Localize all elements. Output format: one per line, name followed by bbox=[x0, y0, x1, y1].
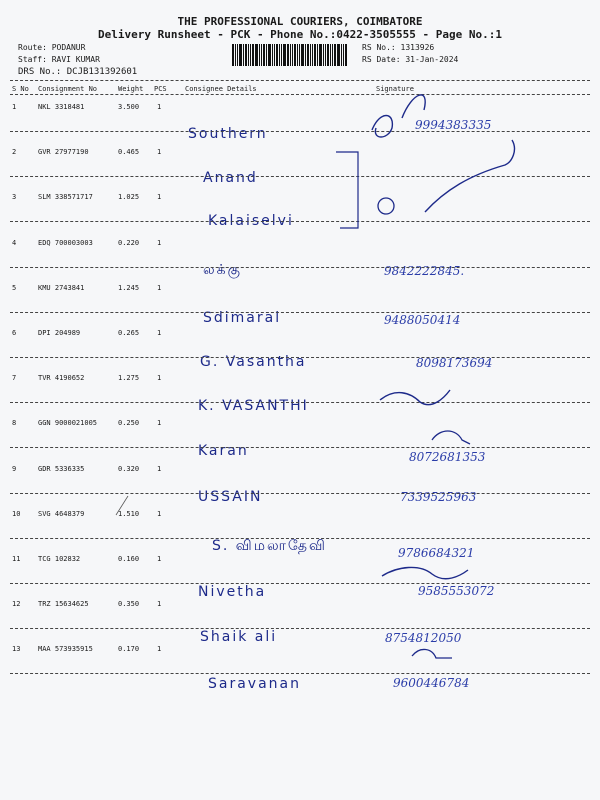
stray-mark bbox=[116, 496, 128, 515]
row-weight: 0.350 bbox=[118, 600, 140, 609]
row-consignee-handwritten: Nivetha bbox=[198, 584, 267, 600]
row-weight: 1.510 bbox=[118, 509, 140, 518]
row-consignment-no: SLM 338571717 bbox=[38, 193, 93, 202]
row-weight: 0.250 bbox=[118, 419, 140, 428]
col-header-sno: S No bbox=[12, 85, 29, 93]
row-consignment-no: TRZ 15634625 bbox=[38, 600, 89, 609]
row-signature-handwritten: 9585553072 bbox=[418, 584, 495, 598]
signature-stroke-11 bbox=[382, 567, 468, 578]
col-header-pcs: PCS bbox=[154, 85, 167, 93]
row-signature-handwritten: 8072681353 bbox=[409, 450, 486, 464]
row-consignee-handwritten: K. VASANTHI bbox=[198, 398, 309, 414]
row-consignee-handwritten: Shaik ali bbox=[200, 629, 278, 645]
row-pcs: 1 bbox=[157, 555, 162, 563]
company-title: THE PROFESSIONAL COURIERS, COIMBATORE bbox=[177, 15, 423, 28]
row-sno: 6 bbox=[12, 329, 17, 337]
row-pcs: 1 bbox=[157, 464, 162, 473]
row-consignment-no: MAA 573935915 bbox=[38, 645, 93, 654]
row-consignee-handwritten: Karan bbox=[198, 443, 249, 459]
row-consignment-no: GDR 5336335 bbox=[38, 464, 85, 473]
row-signature-handwritten: 9842222845. bbox=[384, 264, 465, 278]
row-consignment-no: TVR 4190652 bbox=[38, 374, 85, 383]
row-consignee-handwritten: Anand bbox=[203, 170, 258, 186]
row-signature-handwritten: 9786684321 bbox=[398, 546, 475, 560]
runsheet-title: Delivery Runsheet - PCK - Phone No.:0422-3505555 - Page No.:1 bbox=[98, 28, 502, 41]
row-sno: 12 bbox=[12, 600, 21, 609]
rs-number: RS No.: 1313926 bbox=[362, 43, 435, 52]
signature-stroke-7 bbox=[380, 390, 450, 405]
signature-stroke-8 bbox=[432, 431, 470, 444]
row-consignee-handwritten: லக்கு bbox=[203, 262, 242, 278]
row-signature-handwritten: 9488050414 bbox=[384, 313, 461, 327]
row-consignment-no: NKL 3318481 bbox=[38, 103, 85, 111]
row-sno: 10 bbox=[12, 509, 21, 518]
row-consignee-handwritten: Southern bbox=[188, 126, 268, 142]
signature-stroke-2 bbox=[425, 140, 514, 212]
row-pcs: 1 bbox=[157, 645, 162, 654]
row-consignee-handwritten: Saravanan bbox=[208, 676, 301, 692]
row-consignee-handwritten: Sdimaral bbox=[203, 310, 282, 326]
row-sno: 1 bbox=[12, 103, 17, 111]
row-weight: 0.170 bbox=[118, 645, 140, 654]
row-signature-handwritten: 9600446784 bbox=[393, 676, 470, 690]
row-weight: 0.465 bbox=[118, 148, 140, 157]
row-sno: 8 bbox=[12, 419, 17, 428]
row-consignment-no: SVG 4648379 bbox=[38, 509, 85, 518]
signature-stroke-13 bbox=[412, 649, 452, 658]
row-consignment-no: GVR 27977190 bbox=[38, 148, 89, 157]
row-weight: 1.025 bbox=[118, 193, 140, 202]
row-signature-handwritten: 7339525963 bbox=[400, 490, 477, 504]
row-consignee-handwritten: G. Vasantha bbox=[200, 354, 307, 370]
row-pcs: 1 bbox=[157, 148, 162, 157]
row-pcs: 1 bbox=[157, 509, 162, 518]
row-sno: 11 bbox=[12, 555, 21, 563]
row-weight: 3.500 bbox=[118, 103, 140, 111]
row-consignment-no: DPI 204989 bbox=[38, 329, 81, 337]
row-consignment-no: TCG 102832 bbox=[38, 555, 81, 563]
row-weight: 0.265 bbox=[118, 329, 140, 337]
row-pcs: 1 bbox=[157, 374, 162, 383]
route-label: Route: PODANUR bbox=[18, 43, 86, 52]
row-weight: 1.245 bbox=[118, 283, 140, 292]
bracket-mark bbox=[336, 152, 358, 228]
row-consignee-handwritten: Kalaiselvi bbox=[208, 213, 294, 229]
row-signature-handwritten: 8098173694 bbox=[416, 356, 493, 370]
row-consignment-no: KMU 2743841 bbox=[38, 283, 85, 292]
row-pcs: 1 bbox=[157, 193, 162, 202]
staff-label: Staff: RAVI KUMAR bbox=[18, 55, 100, 64]
drs-number: DRS No.: DCJB131392601 bbox=[18, 67, 138, 77]
row-sno: 7 bbox=[12, 374, 17, 383]
signature-stroke-1b bbox=[402, 95, 425, 118]
row-weight: 0.320 bbox=[118, 464, 140, 473]
row-sno: 13 bbox=[12, 645, 21, 654]
row-weight: 0.220 bbox=[118, 238, 140, 247]
row-sno: 4 bbox=[12, 238, 17, 247]
row-weight: 0.160 bbox=[118, 555, 140, 563]
col-header-consignee: Consignee Details bbox=[185, 85, 257, 93]
row-sno: 3 bbox=[12, 193, 17, 202]
row-pcs: 1 bbox=[157, 329, 162, 337]
signature-circle bbox=[378, 198, 394, 214]
row-consignee-handwritten: S. விமலாதேவி bbox=[212, 538, 327, 554]
row-consignment-no: GGN 9000021005 bbox=[38, 419, 98, 428]
row-weight: 1.275 bbox=[118, 374, 140, 383]
row-pcs: 1 bbox=[157, 419, 162, 428]
signature-stroke-1 bbox=[372, 116, 392, 138]
rs-date: RS Date: 31-Jan-2024 bbox=[362, 55, 459, 64]
row-pcs: 1 bbox=[157, 283, 162, 292]
row-signature-handwritten: 9994383335 bbox=[415, 118, 492, 132]
row-pcs: 1 bbox=[157, 238, 162, 247]
row-signature-handwritten: 8754812050 bbox=[385, 631, 462, 645]
row-sno: 9 bbox=[12, 464, 17, 473]
col-header-weight: Weight bbox=[118, 85, 144, 93]
col-header-signature: Signature bbox=[376, 85, 414, 93]
col-header-consignment: Consignment No bbox=[38, 85, 98, 93]
row-pcs: 1 bbox=[157, 103, 162, 111]
row-sno: 2 bbox=[12, 148, 17, 157]
row-consignee-handwritten: USSAIN bbox=[198, 489, 263, 505]
row-pcs: 1 bbox=[157, 600, 162, 609]
row-consignment-no: EDQ 700003003 bbox=[38, 238, 93, 247]
row-sno: 5 bbox=[12, 283, 17, 292]
